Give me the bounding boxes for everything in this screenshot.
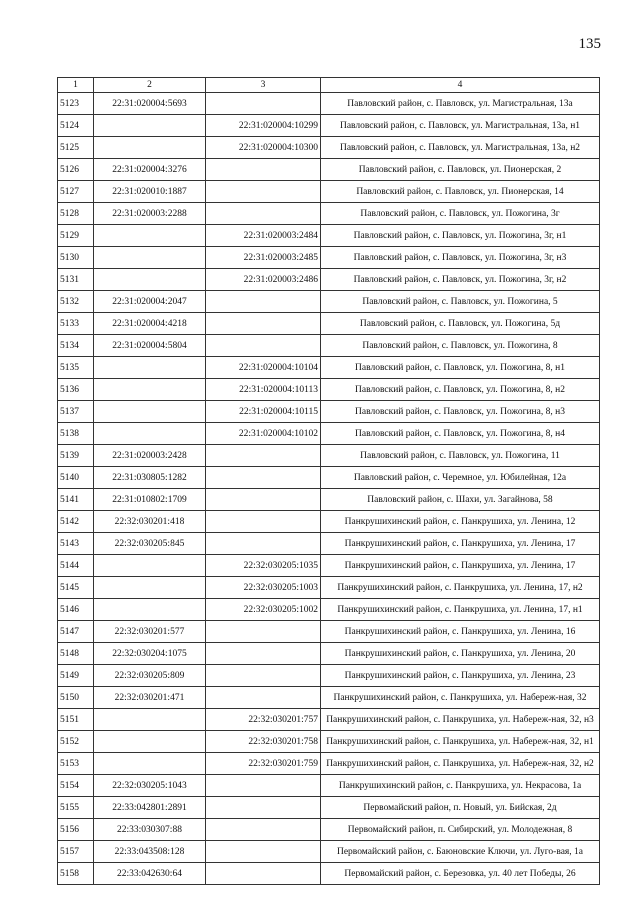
cadastral-number-cell xyxy=(94,555,206,577)
cadastral-number-cell: 22:31:020004:4218 xyxy=(94,313,206,335)
cadastral-number-cell: 22:31:020003:2288 xyxy=(94,203,206,225)
sub-cadastral-number-cell: 22:32:030201:757 xyxy=(206,709,321,731)
cadastral-number-cell: 22:33:042630:64 xyxy=(94,863,206,885)
sub-cadastral-number-cell xyxy=(206,181,321,203)
table-row xyxy=(58,599,600,621)
row-number-cell: 5130 xyxy=(58,247,94,269)
address-cell: Павловский район, с. Павловск, ул. Пожогина, 8, н3 xyxy=(321,401,600,423)
table-row xyxy=(58,115,600,137)
table-header-row xyxy=(58,78,600,93)
cadastral-number-cell: 22:32:030205:809 xyxy=(94,665,206,687)
row-number-cell: 5151 xyxy=(58,709,94,731)
cadastral-number-cell: 22:32:030201:577 xyxy=(94,621,206,643)
address-cell: Павловский район, с. Павловск, ул. Пожогина, 11 xyxy=(321,445,600,467)
cadastral-number-cell xyxy=(94,247,206,269)
address-cell: Первомайский район, с. Баюновские Ключи, ул. Луго-вая, 1а xyxy=(321,841,600,863)
sub-cadastral-number-cell: 22:31:020004:10104 xyxy=(206,357,321,379)
address-cell: Павловский район, с. Черемное, ул. Юбилейная, 12а xyxy=(321,467,600,489)
sub-cadastral-number-cell: 22:31:020003:2484 xyxy=(206,225,321,247)
sub-cadastral-number-cell xyxy=(206,643,321,665)
cadastral-number-cell: 22:31:020010:1887 xyxy=(94,181,206,203)
address-cell: Павловский район, с. Павловск, ул. Пожогина, 3г, н1 xyxy=(321,225,600,247)
row-number-cell: 5147 xyxy=(58,621,94,643)
row-number-cell: 5154 xyxy=(58,775,94,797)
table-row xyxy=(58,709,600,731)
column-header: 3 xyxy=(206,78,321,93)
table-row xyxy=(58,467,600,489)
address-cell: Павловский район, с. Павловск, ул. Пожогина, 5 xyxy=(321,291,600,313)
cadastral-number-cell: 22:31:020004:2047 xyxy=(94,291,206,313)
row-number-cell: 5150 xyxy=(58,687,94,709)
page-number: 135 xyxy=(578,36,601,52)
cadastral-number-cell: 22:32:030205:845 xyxy=(94,533,206,555)
address-cell: Панкрушихинский район, с. Панкрушиха, ул. Ленина, 17, н1 xyxy=(321,599,600,621)
cadastral-number-cell: 22:32:030204:1075 xyxy=(94,643,206,665)
address-cell: Первомайский район, п. Новый, ул. Бийская, 2д xyxy=(321,797,600,819)
address-cell: Павловский район, с. Павловск, ул. Пионерская, 14 xyxy=(321,181,600,203)
row-number-cell: 5153 xyxy=(58,753,94,775)
cadastral-number-cell xyxy=(94,401,206,423)
row-number-cell: 5141 xyxy=(58,489,94,511)
address-cell: Павловский район, с. Павловск, ул. Пожогина, 5д xyxy=(321,313,600,335)
table-row xyxy=(58,775,600,797)
address-cell: Панкрушихинский район, с. Панкрушиха, ул. Ленина, 16 xyxy=(321,621,600,643)
row-number-cell: 5133 xyxy=(58,313,94,335)
table-row xyxy=(58,137,600,159)
row-number-cell: 5124 xyxy=(58,115,94,137)
table-row xyxy=(58,863,600,885)
address-cell: Павловский район, с. Павловск, ул. Пожогина, 8 xyxy=(321,335,600,357)
column-header: 4 xyxy=(321,78,600,93)
table-row xyxy=(58,423,600,445)
row-number-cell: 5143 xyxy=(58,533,94,555)
registry-table xyxy=(57,77,600,885)
cadastral-number-cell xyxy=(94,115,206,137)
sub-cadastral-number-cell: 22:32:030205:1003 xyxy=(206,577,321,599)
table-row xyxy=(58,357,600,379)
column-header: 1 xyxy=(58,78,94,93)
address-cell: Павловский район, с. Павловск, ул. Магистральная, 13а xyxy=(321,93,600,115)
column-header: 2 xyxy=(94,78,206,93)
row-number-cell: 5132 xyxy=(58,291,94,313)
row-number-cell: 5145 xyxy=(58,577,94,599)
table-row xyxy=(58,511,600,533)
cadastral-number-cell: 22:31:030805:1282 xyxy=(94,467,206,489)
table-row xyxy=(58,203,600,225)
cadastral-number-cell xyxy=(94,577,206,599)
address-cell: Панкрушихинский район, с. Панкрушиха, ул. Ленина, 23 xyxy=(321,665,600,687)
address-cell: Панкрушихинский район, с. Панкрушиха, ул. Ленина, 20 xyxy=(321,643,600,665)
row-number-cell: 5144 xyxy=(58,555,94,577)
table-row xyxy=(58,797,600,819)
table-row xyxy=(58,159,600,181)
table-row xyxy=(58,291,600,313)
row-number-cell: 5140 xyxy=(58,467,94,489)
row-number-cell: 5156 xyxy=(58,819,94,841)
sub-cadastral-number-cell xyxy=(206,797,321,819)
sub-cadastral-number-cell: 22:31:020004:10299 xyxy=(206,115,321,137)
cadastral-number-cell: 22:32:030201:418 xyxy=(94,511,206,533)
address-cell: Павловский район, с. Павловск, ул. Пионерская, 2 xyxy=(321,159,600,181)
sub-cadastral-number-cell: 22:32:030205:1035 xyxy=(206,555,321,577)
address-cell: Панкрушихинский район, с. Панкрушиха, ул. Ленина, 17, н2 xyxy=(321,577,600,599)
cadastral-number-cell xyxy=(94,753,206,775)
sub-cadastral-number-cell: 22:31:020004:10113 xyxy=(206,379,321,401)
sub-cadastral-number-cell: 22:31:020004:10300 xyxy=(206,137,321,159)
cadastral-number-cell: 22:33:042801:2891 xyxy=(94,797,206,819)
table-row xyxy=(58,687,600,709)
table-row xyxy=(58,731,600,753)
table-row xyxy=(58,335,600,357)
sub-cadastral-number-cell xyxy=(206,93,321,115)
sub-cadastral-number-cell: 22:31:020003:2485 xyxy=(206,247,321,269)
table-row xyxy=(58,445,600,467)
cadastral-number-cell: 22:31:020004:5693 xyxy=(94,93,206,115)
table-row xyxy=(58,643,600,665)
row-number-cell: 5128 xyxy=(58,203,94,225)
table-row xyxy=(58,533,600,555)
address-cell: Павловский район, с. Шахи, ул. Загайнова, 58 xyxy=(321,489,600,511)
table-row xyxy=(58,269,600,291)
sub-cadastral-number-cell xyxy=(206,489,321,511)
address-cell: Первомайский район, с. Березовка, ул. 40 лет Победы, 26 xyxy=(321,863,600,885)
table-row xyxy=(58,665,600,687)
sub-cadastral-number-cell xyxy=(206,687,321,709)
row-number-cell: 5157 xyxy=(58,841,94,863)
cadastral-number-cell: 22:31:020004:5804 xyxy=(94,335,206,357)
sub-cadastral-number-cell: 22:32:030205:1002 xyxy=(206,599,321,621)
address-cell: Павловский район, с. Павловск, ул. Пожогина, 8, н4 xyxy=(321,423,600,445)
sub-cadastral-number-cell xyxy=(206,665,321,687)
row-number-cell: 5142 xyxy=(58,511,94,533)
cadastral-number-cell xyxy=(94,709,206,731)
cadastral-number-cell xyxy=(94,225,206,247)
table-row xyxy=(58,225,600,247)
address-cell: Панкрушихинский район, с. Панкрушиха, ул. Ленина, 17 xyxy=(321,533,600,555)
row-number-cell: 5125 xyxy=(58,137,94,159)
cadastral-number-cell xyxy=(94,137,206,159)
address-cell: Панкрушихинский район, с. Панкрушиха, ул. Набереж-ная, 32 xyxy=(321,687,600,709)
sub-cadastral-number-cell xyxy=(206,467,321,489)
address-cell: Панкрушихинский район, с. Панкрушиха, ул. Набереж-ная, 32, н2 xyxy=(321,753,600,775)
sub-cadastral-number-cell xyxy=(206,841,321,863)
table-row xyxy=(58,181,600,203)
row-number-cell: 5152 xyxy=(58,731,94,753)
table-row xyxy=(58,621,600,643)
address-cell: Павловский район, с. Павловск, ул. Пожогина, 8, н1 xyxy=(321,357,600,379)
cadastral-number-cell xyxy=(94,731,206,753)
row-number-cell: 5139 xyxy=(58,445,94,467)
sub-cadastral-number-cell xyxy=(206,621,321,643)
sub-cadastral-number-cell xyxy=(206,203,321,225)
sub-cadastral-number-cell xyxy=(206,313,321,335)
cadastral-number-cell xyxy=(94,599,206,621)
row-number-cell: 5131 xyxy=(58,269,94,291)
address-cell: Павловский район, с. Павловск, ул. Магистральная, 13а, н1 xyxy=(321,115,600,137)
address-cell: Панкрушихинский район, с. Панкрушиха, ул. Набереж-ная, 32, н3 xyxy=(321,709,600,731)
sub-cadastral-number-cell xyxy=(206,159,321,181)
address-cell: Панкрушихинский район, с. Панкрушиха, ул. Ленина, 12 xyxy=(321,511,600,533)
table-row xyxy=(58,489,600,511)
cadastral-number-cell: 22:32:030201:471 xyxy=(94,687,206,709)
address-cell: Панкрушихинский район, с. Панкрушиха, ул. Некрасова, 1а xyxy=(321,775,600,797)
row-number-cell: 5138 xyxy=(58,423,94,445)
sub-cadastral-number-cell xyxy=(206,511,321,533)
address-cell: Павловский район, с. Павловск, ул. Пожогина, 8, н2 xyxy=(321,379,600,401)
row-number-cell: 5137 xyxy=(58,401,94,423)
table-row xyxy=(58,841,600,863)
address-cell: Павловский район, с. Павловск, ул. Пожогина, 3г, н3 xyxy=(321,247,600,269)
table-row xyxy=(58,313,600,335)
row-number-cell: 5126 xyxy=(58,159,94,181)
row-number-cell: 5155 xyxy=(58,797,94,819)
cadastral-number-cell: 22:31:010802:1709 xyxy=(94,489,206,511)
cadastral-number-cell xyxy=(94,357,206,379)
table-row xyxy=(58,577,600,599)
sub-cadastral-number-cell xyxy=(206,445,321,467)
table-row xyxy=(58,819,600,841)
sub-cadastral-number-cell xyxy=(206,863,321,885)
row-number-cell: 5136 xyxy=(58,379,94,401)
row-number-cell: 5135 xyxy=(58,357,94,379)
row-number-cell: 5146 xyxy=(58,599,94,621)
sub-cadastral-number-cell: 22:32:030201:758 xyxy=(206,731,321,753)
address-cell: Первомайский район, п. Сибирский, ул. Молодежная, 8 xyxy=(321,819,600,841)
table-row xyxy=(58,247,600,269)
sub-cadastral-number-cell xyxy=(206,775,321,797)
row-number-cell: 5127 xyxy=(58,181,94,203)
cadastral-number-cell xyxy=(94,379,206,401)
row-number-cell: 5158 xyxy=(58,863,94,885)
sub-cadastral-number-cell xyxy=(206,335,321,357)
address-cell: Павловский район, с. Павловск, ул. Пожогина, 3г xyxy=(321,203,600,225)
sub-cadastral-number-cell: 22:31:020003:2486 xyxy=(206,269,321,291)
row-number-cell: 5148 xyxy=(58,643,94,665)
sub-cadastral-number-cell: 22:31:020004:10115 xyxy=(206,401,321,423)
address-cell: Павловский район, с. Павловск, ул. Магистральная, 13а, н2 xyxy=(321,137,600,159)
row-number-cell: 5134 xyxy=(58,335,94,357)
table-row xyxy=(58,379,600,401)
cadastral-number-cell: 22:33:030307:88 xyxy=(94,819,206,841)
sub-cadastral-number-cell: 22:32:030201:759 xyxy=(206,753,321,775)
cadastral-number-cell: 22:31:020004:3276 xyxy=(94,159,206,181)
table-row xyxy=(58,753,600,775)
sub-cadastral-number-cell xyxy=(206,533,321,555)
row-number-cell: 5149 xyxy=(58,665,94,687)
address-cell: Панкрушихинский район, с. Панкрушиха, ул. Ленина, 17 xyxy=(321,555,600,577)
table-row xyxy=(58,401,600,423)
table-row xyxy=(58,93,600,115)
sub-cadastral-number-cell: 22:31:020004:10102 xyxy=(206,423,321,445)
address-cell: Павловский район, с. Павловск, ул. Пожогина, 3г, н2 xyxy=(321,269,600,291)
address-cell: Панкрушихинский район, с. Панкрушиха, ул. Набереж-ная, 32, н1 xyxy=(321,731,600,753)
sub-cadastral-number-cell xyxy=(206,819,321,841)
cadastral-number-cell: 22:33:043508:128 xyxy=(94,841,206,863)
cadastral-number-cell xyxy=(94,269,206,291)
cadastral-number-cell xyxy=(94,423,206,445)
table-row xyxy=(58,555,600,577)
sub-cadastral-number-cell xyxy=(206,291,321,313)
cadastral-number-cell: 22:32:030205:1043 xyxy=(94,775,206,797)
cadastral-number-cell: 22:31:020003:2428 xyxy=(94,445,206,467)
row-number-cell: 5123 xyxy=(58,93,94,115)
row-number-cell: 5129 xyxy=(58,225,94,247)
